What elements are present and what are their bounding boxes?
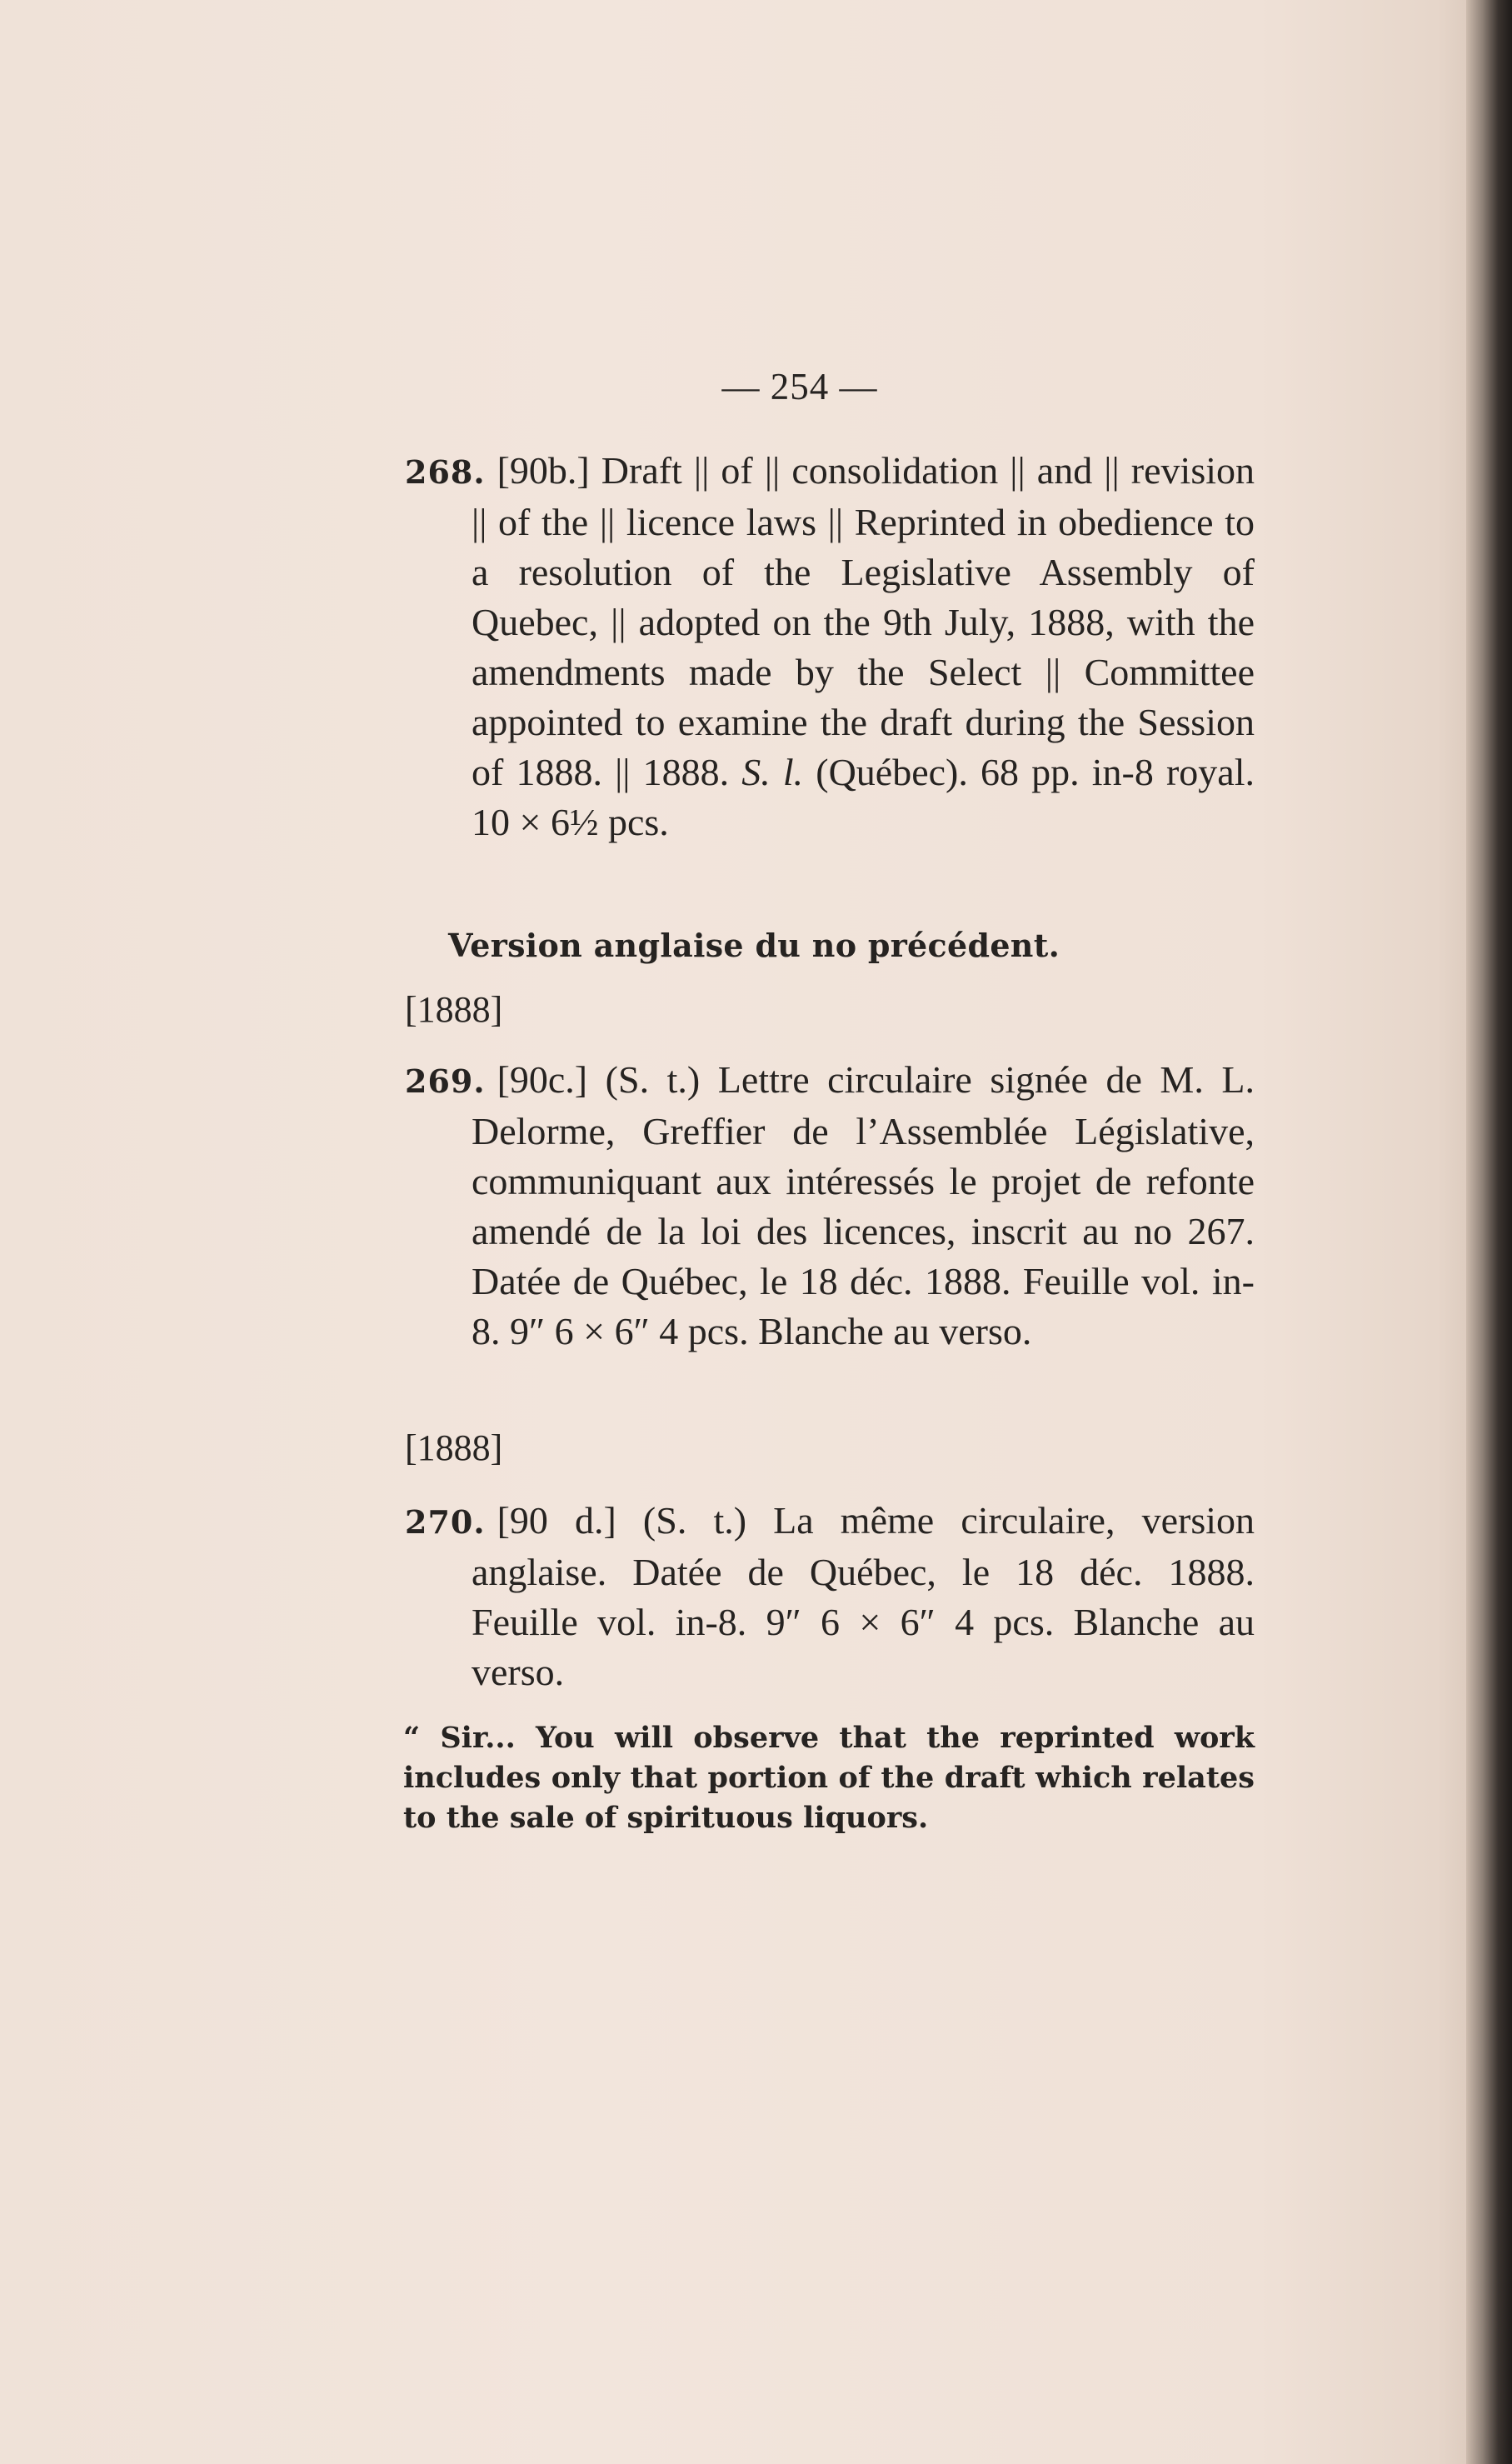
entry-text: [90 d.] (S. t.) La même circulaire, version anglaise. Datée de Québec, le 18 déc. 1888. Feuille vol. in-8. 9″ 6 × 6″ 4 pcs. Blanche au verso. [472,1499,1255,1693]
entry-note: Version anglaise du no précédent. [448,927,1060,964]
binding-edge [1466,0,1512,2464]
entry-tail: (Québec). 68 pp. in-8 royal. 10 × 6½ pcs. [472,751,1255,843]
entry-270 [405,1496,1255,1697]
entry-place: S. l. [741,751,804,793]
entry-number: 270. [405,1503,486,1541]
entry-number: 269. [405,1062,486,1100]
entry-text: [90b.] Draft || of || consolidation || and || revision || of the || licence laws || Reprinted in obedience to a resolution of the Legislative Assembly of Quebec, || adopted on the 9th July, 1888, with the amendments made by the Select || Committee appointed to examine the draft during the Session of 1888. || 1888. [472,449,1255,793]
entry-268 [405,446,1255,847]
entry-year: [1888] [405,989,503,1030]
entry-number: 268. [405,453,486,491]
page-number: — 254 — [721,366,878,407]
entry-text: [90c.] (S. t.) Lettre circulaire signée de M. L. Delorme, Greffier de l’Assemblée Législative, communiquant aux intéressés le projet de refonte amendé de la loi des licences, inscrit au no 267. Datée de Québec, le 18 déc. 1888. Feuille vol. in-8. 9″ 6 × 6″ 4 pcs. Blanche au verso. [472,1058,1255,1352]
entry-year: [1888] [405,1427,503,1468]
entry-269 [405,1055,1255,1357]
footnote-quote: “ Sir... You will observe that the reprinted work includes only that portion of the draft which relates to the sale of spirituous liquors. [403,1721,1255,1835]
